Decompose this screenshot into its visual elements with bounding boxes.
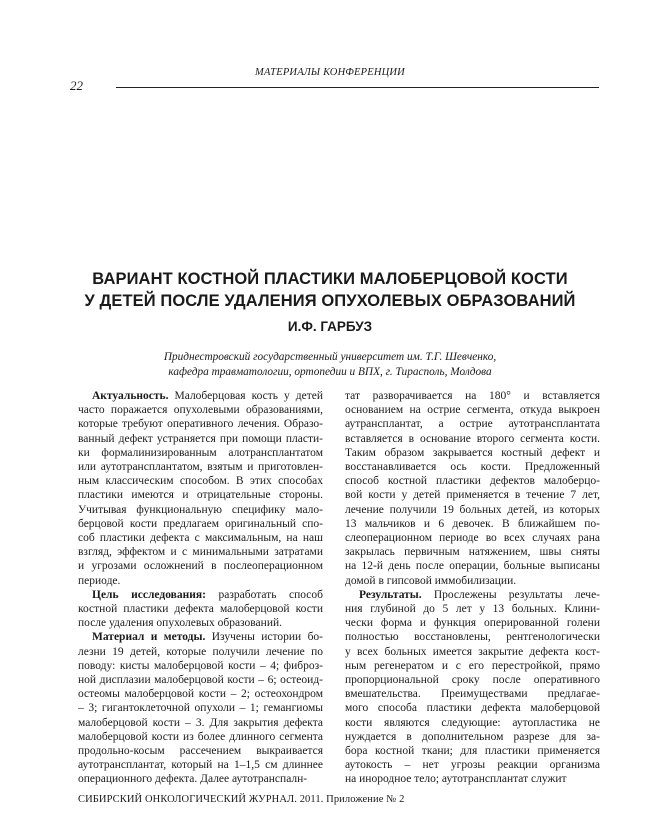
text-line	[345, 474, 600, 488]
text-line	[78, 588, 323, 602]
line-text: соб пластики дефекта с максимальным, на наш	[78, 532, 323, 545]
line-text: периоде.	[78, 574, 121, 587]
line-text: Изучены истории бо-	[205, 631, 323, 644]
text-line	[345, 744, 600, 758]
line-text: основанием на острие сегмента, откуда выкроен	[345, 404, 600, 417]
text-line	[78, 659, 323, 673]
line-text: часто поражается опухолевыми образованиями,	[78, 404, 323, 417]
text-line	[78, 716, 323, 730]
line-text: вой кости у детей применяется в течение 7 лет,	[345, 489, 600, 502]
author: И.Ф. ГАРБУЗ	[287, 319, 373, 334]
text-line	[78, 616, 323, 630]
running-head: МАТЕРИАЛЫ КОНФЕРЕНЦИИ	[255, 67, 405, 78]
text-line	[345, 432, 600, 446]
line-text: малоберцовой кости из более длинного сегмента	[78, 730, 323, 743]
text-line	[78, 673, 323, 687]
text-line	[345, 616, 600, 630]
text-line	[345, 630, 600, 644]
line-text: тат разворачивается на 180° и вставляется	[345, 390, 600, 402]
text-line	[78, 730, 323, 744]
section-lead: Цель исследования:	[92, 588, 206, 601]
line-text: вмешательства. Преимуществами предлагае-	[345, 688, 600, 701]
text-line	[345, 531, 600, 545]
text-line	[345, 417, 600, 431]
line-text: после удаления опухолевых образований.	[78, 617, 283, 630]
text-line	[345, 687, 600, 701]
line-text: на инородное тело; аутотрансплантат служит	[345, 773, 567, 786]
text-line	[78, 744, 323, 758]
paragraph	[345, 588, 600, 787]
line-text: которые требуют оперативного лечения. Образо-	[78, 418, 323, 431]
text-line	[78, 503, 323, 517]
text-line	[78, 417, 323, 431]
line-text: кости являются следующие: аутопластика не	[345, 716, 600, 729]
text-line	[345, 659, 600, 673]
section-lead: Актуальность.	[92, 390, 169, 402]
text-line	[78, 758, 323, 772]
line-text: продольно-косым рассечением выкраивается	[78, 745, 323, 758]
text-line	[78, 772, 323, 786]
text-line	[345, 701, 600, 715]
affiliation	[100, 350, 560, 379]
text-line	[78, 460, 323, 474]
text-line	[78, 517, 323, 531]
line-text: ванный дефект устраняется при помощи пласти-	[78, 432, 323, 445]
line-text: способ костной пластики дефектов малоберцо-	[345, 475, 600, 488]
affiliation-line: кафедра травматологии, ортопедии и ВПХ, г. Тирасполь, Молдова	[168, 365, 492, 378]
line-text: Учитывая функциональную специфику мало-	[78, 503, 323, 516]
line-text: вставляется в основание второго сегмента кости.	[345, 432, 600, 445]
line-text: поводу: кисты малоберцовой кости – 4; фиброз-	[78, 659, 323, 672]
text-line	[345, 716, 600, 730]
title-line: У ДЕТЕЙ ПОСЛЕ УДАЛЕНИЯ ОПУХОЛЕВЫХ ОБРАЗОВАНИЙ	[84, 292, 576, 310]
line-text: закрылась первичным натяжением, швы сняты	[345, 546, 600, 559]
line-text: ной дисплазии малоберцовой кости – 6; остеоид-	[78, 674, 323, 687]
line-text: восстанавливается ось кости. Предложенный	[345, 461, 600, 474]
text-line	[345, 559, 600, 573]
line-text: лечение получили 19 больных детей, из которых	[345, 503, 600, 516]
text-line	[345, 673, 600, 687]
text-line	[78, 559, 323, 573]
text-line	[78, 403, 323, 417]
text-line	[78, 574, 323, 588]
line-text: Прослежены результаты лече-	[421, 588, 600, 601]
section-lead: Материал и методы.	[92, 631, 206, 644]
line-text: 13 мальчиков и 6 девочек. В ближайшем по-	[345, 517, 600, 530]
text-line	[78, 701, 323, 715]
line-text: Таким образом закрывается костный дефект и	[345, 446, 600, 459]
text-line	[78, 389, 323, 403]
line-text: аутотрансплантат, который на 1–1,5 см длиннее	[78, 759, 323, 772]
text-line	[345, 758, 600, 772]
line-text: аутрансплантат, а острие аутотрансплантата	[345, 418, 600, 431]
page-number: 22	[70, 78, 83, 93]
text-line	[345, 403, 600, 417]
line-text: или аутотрансплантатом, взятым и приготовлен-	[78, 461, 323, 474]
text-line	[345, 545, 600, 559]
line-text: малоберцовой кости – 3. Для закрытия дефекта	[78, 716, 323, 729]
title-line: ВАРИАНТ КОСТНОЙ ПЛАСТИКИ МАЛОБЕРЦОВОЙ КОСТИ	[92, 270, 568, 288]
line-text: полностью восстановлены, рентгенологически	[345, 631, 600, 644]
journal-footer: СИБИРСКИЙ ОНКОЛОГИЧЕСКИЙ ЖУРНАЛ. 2011. Приложение № 2	[78, 794, 405, 805]
text-line	[78, 645, 323, 659]
line-text: остеомы малоберцовой кости – 2; остеохондром	[78, 688, 323, 701]
text-line	[345, 517, 600, 531]
text-line	[78, 432, 323, 446]
line-text: ки формалинизированным алотрансплантатом	[78, 446, 323, 459]
text-line	[345, 645, 600, 659]
line-text: берцовой кости предлагаем оригинальный спо-	[78, 517, 323, 530]
line-text: лезни 19 детей, которые получили лечение по	[78, 645, 323, 658]
line-text: ния глубиной до 5 лет у 13 больных. Клини-	[345, 603, 600, 616]
text-line	[78, 474, 323, 488]
line-text: пластики имеются и отрицательные стороны.	[78, 489, 323, 502]
line-text: слеоперационном периоде во всех случаях рана	[345, 532, 600, 545]
line-text: ным регенератом и с его перестройкой, прямо	[345, 659, 600, 672]
line-text: нуждается в дополнительном разрезе для за-	[345, 730, 600, 743]
line-text: на 12-й день после операции, больные выписаны	[345, 560, 600, 573]
right-column	[345, 389, 600, 787]
line-text: чески форма и функция оперированной голени	[345, 617, 600, 630]
text-line	[78, 488, 323, 502]
text-line	[78, 531, 323, 545]
line-text: аутокость – нет угрозы реакции организма	[345, 759, 600, 772]
text-line	[78, 602, 323, 616]
text-line	[78, 687, 323, 701]
text-line	[345, 446, 600, 460]
paragraph	[78, 588, 323, 631]
text-line	[345, 730, 600, 744]
line-text: костной пластики дефекта малоберцовой кости	[78, 603, 323, 616]
line-text: – 3; гигантоклеточной опухоли – 1; гемангиомы	[78, 702, 323, 715]
line-text: бора костной ткани; для пластики применяется	[345, 745, 600, 758]
left-column	[78, 389, 323, 787]
paragraph	[78, 630, 323, 786]
line-text: мого способа пластики дефекта малоберцовой	[345, 702, 600, 715]
text-line	[78, 446, 323, 460]
affiliation-line: Приднестровский государственный университет им. Т.Г. Шевченко,	[163, 351, 497, 363]
text-line	[345, 772, 600, 786]
line-text: Малоберцовая кость у детей	[168, 390, 323, 402]
text-line	[78, 545, 323, 559]
line-text: у всех больных имеется закрытие дефекта кост-	[345, 645, 600, 658]
text-line	[78, 630, 323, 644]
line-text: и угрозами осложнений в послеоперационном	[78, 560, 323, 573]
line-text: разработать способ	[205, 588, 323, 601]
text-line	[345, 503, 600, 517]
text-line	[345, 574, 600, 588]
line-text: операционного дефекта. Далее аутотранспалн-	[78, 773, 308, 786]
header-rule	[116, 87, 599, 88]
text-line	[345, 588, 600, 602]
text-line	[345, 460, 600, 474]
article-title	[60, 268, 600, 312]
line-text: взгляд, эффектом и с минимальными затратами	[78, 546, 323, 559]
text-line	[345, 389, 600, 403]
line-text: пропорциональной сроку после оперативного	[345, 674, 600, 687]
paragraph	[345, 389, 600, 588]
line-text: ным классическим способом. В этих способах	[78, 475, 323, 488]
paragraph	[78, 389, 323, 588]
line-text: домой в гипсовой иммобилизации.	[345, 574, 517, 587]
text-line	[345, 488, 600, 502]
text-line	[345, 602, 600, 616]
section-lead: Результаты.	[359, 588, 422, 601]
